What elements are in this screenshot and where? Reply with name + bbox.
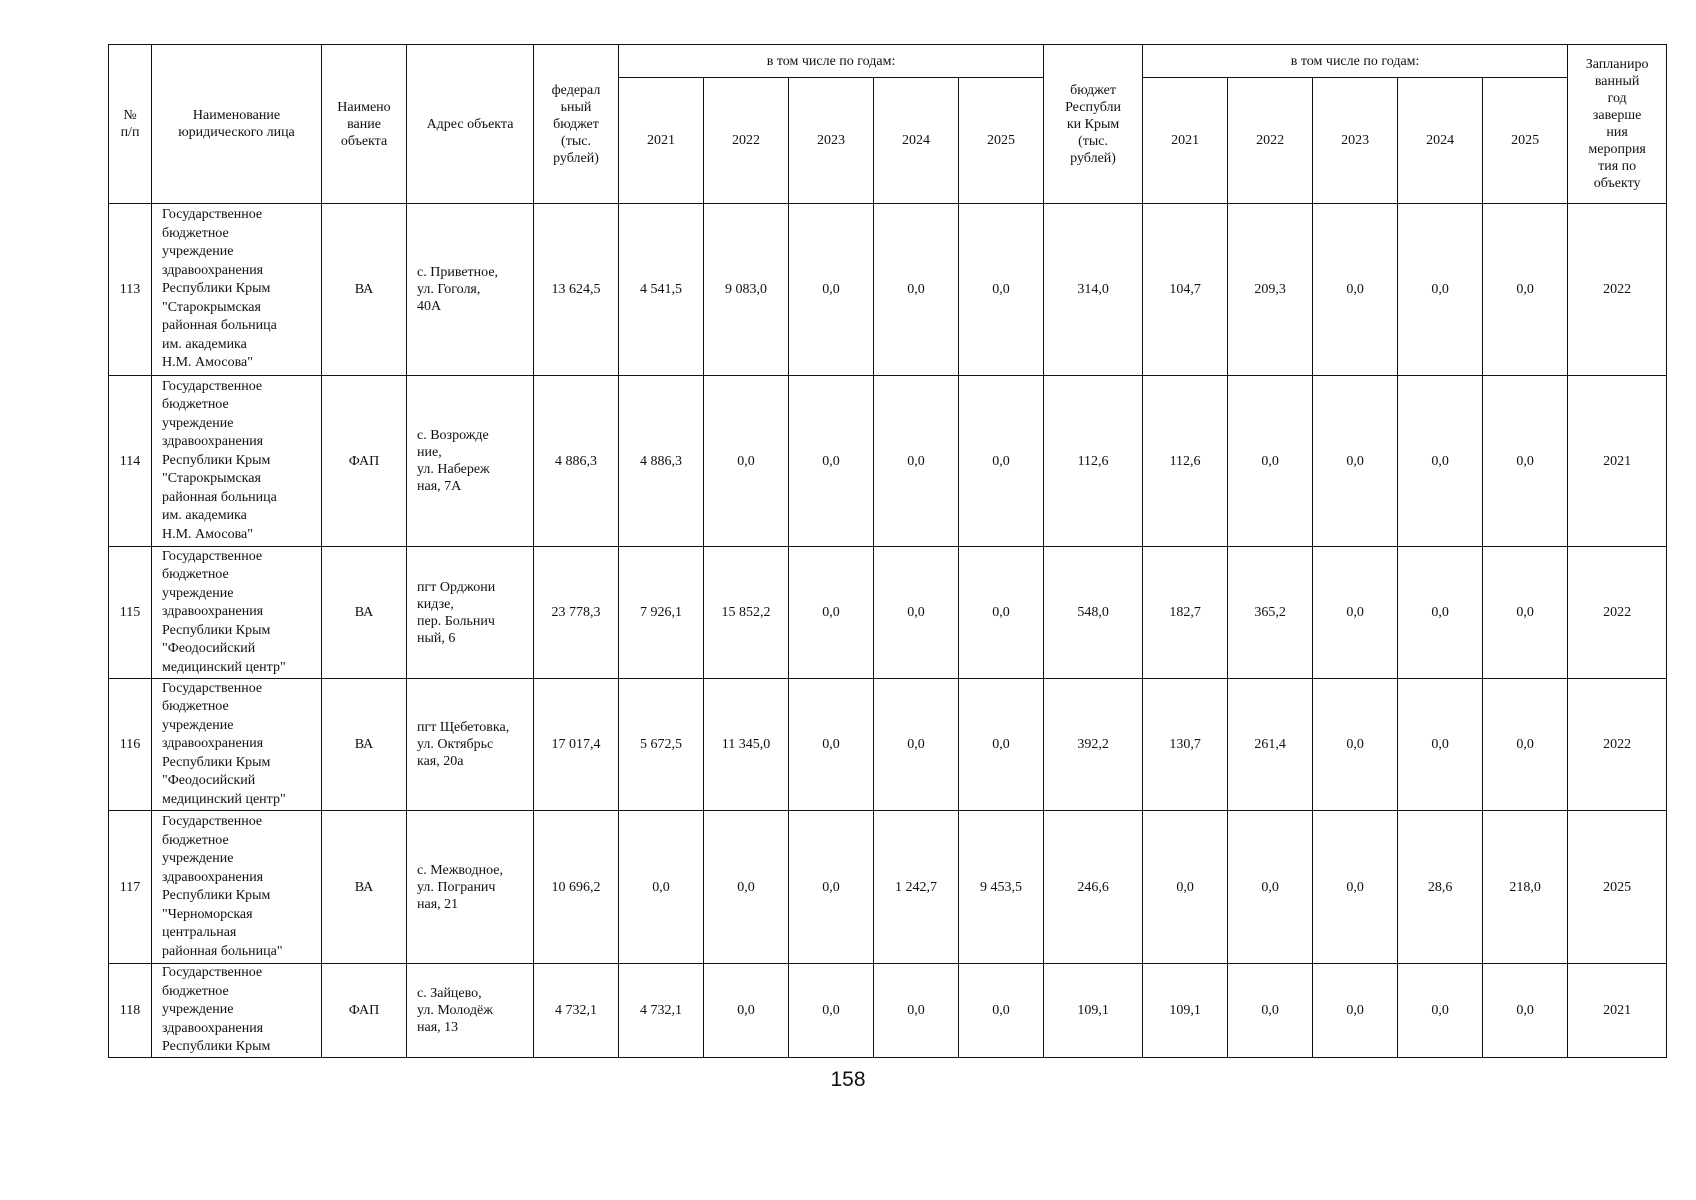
header-regional-year: 2021	[1143, 78, 1228, 204]
regional-budget-year: 0,0	[1483, 547, 1568, 679]
object-address-text: с. Возрожде ние, ул. Набереж ная, 7А	[417, 428, 490, 494]
regional-budget-total: 548,0	[1044, 547, 1143, 679]
federal-budget-year: 0,0	[874, 376, 959, 547]
object-address	[407, 204, 534, 376]
regional-budget-year: 218,0	[1483, 811, 1568, 964]
federal-budget-year: 0,0	[959, 964, 1044, 1058]
object-name: ВА	[322, 547, 407, 679]
regional-budget-year: 209,3	[1228, 204, 1313, 376]
header-num: № п/п	[109, 45, 152, 204]
object-address-text: пгт Щебетовка, ул. Октябрьс кая, 20а	[417, 720, 510, 769]
regional-budget-total: 246,6	[1044, 811, 1143, 964]
table-row	[109, 204, 1667, 376]
federal-budget-year: 0,0	[619, 811, 704, 964]
legal-entity-name-text: Государственное бюджетное учреждение здравоохранения Республики Крым	[162, 965, 271, 1054]
federal-budget-year: 0,0	[959, 376, 1044, 547]
header-federal-year: 2021	[619, 78, 704, 204]
object-name: ВА	[322, 811, 407, 964]
header-regional-year: 2022	[1228, 78, 1313, 204]
regional-budget-year: 0,0	[1398, 964, 1483, 1058]
legal-entity-name-text: Государственное бюджетное учреждение здравоохранения Республики Крым "Старокрымская районная больница им. академика Н.М. Амосова"	[162, 378, 277, 542]
object-address-text: пгт Орджони кидзе, пер. Больнич ный, 6	[417, 579, 496, 646]
regional-budget-year: 109,1	[1143, 964, 1228, 1058]
regional-budget-year: 0,0	[1228, 964, 1313, 1058]
object-address	[407, 376, 534, 547]
regional-budget-year: 0,0	[1483, 376, 1568, 547]
object-name: ВА	[322, 204, 407, 376]
federal-budget-year: 0,0	[874, 204, 959, 376]
regional-budget-year: 365,2	[1228, 547, 1313, 679]
regional-budget-total: 109,1	[1044, 964, 1143, 1058]
federal-budget-total: 13 624,5	[534, 204, 619, 376]
regional-budget-year: 0,0	[1398, 204, 1483, 376]
regional-budget-year: 0,0	[1398, 547, 1483, 679]
table-row	[109, 376, 1667, 547]
page-number: 158	[830, 1068, 866, 1091]
federal-budget-year: 0,0	[789, 376, 874, 547]
federal-budget-year: 0,0	[789, 547, 874, 679]
legal-entity-name-text: Государственное бюджетное учреждение здравоохранения Республики Крым "Черноморская центральная районная больница"	[162, 814, 283, 959]
planned-completion-year: 2022	[1568, 204, 1667, 376]
header-regional-year: 2024	[1398, 78, 1483, 204]
regional-budget-total: 392,2	[1044, 679, 1143, 811]
object-address-text: с. Зайцево, ул. Молодёж ная, 13	[417, 985, 493, 1035]
federal-budget-year: 0,0	[874, 547, 959, 679]
federal-budget-year: 0,0	[704, 376, 789, 547]
planned-completion-year: 2025	[1568, 811, 1667, 964]
header-regional-year: 2025	[1483, 78, 1568, 204]
header-regional-by-years: в том числе по годам:	[1143, 45, 1568, 78]
planned-completion-year: 2021	[1568, 964, 1667, 1058]
federal-budget-year: 11 345,0	[704, 679, 789, 811]
federal-budget-total: 17 017,4	[534, 679, 619, 811]
row-number: 114	[109, 376, 152, 547]
object-address	[407, 811, 534, 964]
legal-entity-name-text: Государственное бюджетное учреждение здравоохранения Республики Крым "Феодосийский медицинский центр"	[162, 548, 286, 675]
row-number: 117	[109, 811, 152, 964]
federal-budget-year: 1 242,7	[874, 811, 959, 964]
header-federal-year: 2024	[874, 78, 959, 204]
federal-budget-year: 15 852,2	[704, 547, 789, 679]
federal-budget-year: 0,0	[874, 679, 959, 811]
table-row	[109, 811, 1667, 964]
federal-budget-total: 4 732,1	[534, 964, 619, 1058]
object-name: ВА	[322, 679, 407, 811]
federal-budget-year: 0,0	[789, 204, 874, 376]
object-address-text: с. Приветное, ул. Гоголя, 40А	[417, 265, 499, 314]
regional-budget-year: 0,0	[1313, 964, 1398, 1058]
row-number: 115	[109, 547, 152, 679]
federal-budget-total: 4 886,3	[534, 376, 619, 547]
federal-budget-year: 0,0	[959, 679, 1044, 811]
regional-budget-year: 0,0	[1313, 547, 1398, 679]
regional-budget-year: 0,0	[1483, 204, 1568, 376]
federal-budget-year: 0,0	[959, 204, 1044, 376]
regional-budget-year: 261,4	[1228, 679, 1313, 811]
federal-budget-year: 0,0	[789, 964, 874, 1058]
planned-completion-year: 2021	[1568, 376, 1667, 547]
legal-entity-name	[152, 376, 322, 547]
federal-budget-year: 4 886,3	[619, 376, 704, 547]
regional-budget-year: 182,7	[1143, 547, 1228, 679]
regional-budget-year: 0,0	[1313, 679, 1398, 811]
regional-budget-year: 0,0	[1483, 679, 1568, 811]
object-address	[407, 964, 534, 1058]
header-planned-year: Запланиро ванный год заверше ния мероприя тия по объекту	[1568, 45, 1667, 204]
federal-budget-year: 4 541,5	[619, 204, 704, 376]
object-name: ФАП	[322, 376, 407, 547]
table-body	[109, 204, 1667, 1058]
federal-budget-year: 0,0	[874, 964, 959, 1058]
object-address	[407, 679, 534, 811]
federal-budget-total: 10 696,2	[534, 811, 619, 964]
regional-budget-year: 130,7	[1143, 679, 1228, 811]
federal-budget-year: 0,0	[789, 811, 874, 964]
regional-budget-total: 314,0	[1044, 204, 1143, 376]
header-federal-year: 2022	[704, 78, 789, 204]
object-address-text: с. Межводное, ул. Погранич ная, 21	[417, 862, 503, 912]
row-number: 116	[109, 679, 152, 811]
regional-budget-year: 0,0	[1313, 811, 1398, 964]
header-regional-year: 2023	[1313, 78, 1398, 204]
regional-budget-year: 112,6	[1143, 376, 1228, 547]
table-row	[109, 547, 1667, 679]
federal-budget-year: 9 083,0	[704, 204, 789, 376]
regional-budget-year: 0,0	[1313, 204, 1398, 376]
legal-entity-name	[152, 964, 322, 1058]
header-regional-budget: бюджет Республи ки Крым (тыс. рублей)	[1044, 45, 1143, 204]
regional-budget-total: 112,6	[1044, 376, 1143, 547]
federal-budget-year: 0,0	[704, 811, 789, 964]
object-name: ФАП	[322, 964, 407, 1058]
federal-budget-total: 23 778,3	[534, 547, 619, 679]
header-federal-by-years: в том числе по годам:	[619, 45, 1044, 78]
regional-budget-year: 0,0	[1313, 376, 1398, 547]
legal-entity-name-text: Государственное бюджетное учреждение здравоохранения Республики Крым "Старокрымская районная больница им. академика Н.М. Амосова"	[162, 207, 277, 371]
table-row	[109, 679, 1667, 811]
regional-budget-year: 0,0	[1228, 811, 1313, 964]
object-address	[407, 547, 534, 679]
regional-budget-year: 0,0	[1398, 679, 1483, 811]
federal-budget-year: 0,0	[704, 964, 789, 1058]
planned-completion-year: 2022	[1568, 679, 1667, 811]
row-number: 118	[109, 964, 152, 1058]
federal-budget-year: 7 926,1	[619, 547, 704, 679]
planned-completion-year: 2022	[1568, 547, 1667, 679]
federal-budget-year: 0,0	[959, 547, 1044, 679]
header-address: Адрес объекта	[407, 45, 534, 204]
legal-entity-name	[152, 679, 322, 811]
regional-budget-year: 28,6	[1398, 811, 1483, 964]
federal-budget-year: 5 672,5	[619, 679, 704, 811]
header-federal-year: 2025	[959, 78, 1044, 204]
legal-entity-name	[152, 547, 322, 679]
table-row	[109, 964, 1667, 1058]
header-federal-year: 2023	[789, 78, 874, 204]
federal-budget-year: 4 732,1	[619, 964, 704, 1058]
regional-budget-year: 0,0	[1398, 376, 1483, 547]
federal-budget-year: 0,0	[789, 679, 874, 811]
header-object-name: Наимено вание объекта	[322, 45, 407, 204]
regional-budget-year: 0,0	[1228, 376, 1313, 547]
regional-budget-year: 0,0	[1483, 964, 1568, 1058]
federal-budget-year: 9 453,5	[959, 811, 1044, 964]
header-federal-budget: федерал ьный бюджет (тыс. рублей)	[534, 45, 619, 204]
investment-table	[108, 44, 1667, 1058]
legal-entity-name-text: Государственное бюджетное учреждение здравоохранения Республики Крым "Феодосийский медицинский центр"	[162, 680, 286, 807]
legal-entity-name	[152, 204, 322, 376]
regional-budget-year: 0,0	[1143, 811, 1228, 964]
row-number: 113	[109, 204, 152, 376]
regional-budget-year: 104,7	[1143, 204, 1228, 376]
legal-entity-name	[152, 811, 322, 964]
header-legal-entity: Наименование юридического лица	[152, 45, 322, 204]
